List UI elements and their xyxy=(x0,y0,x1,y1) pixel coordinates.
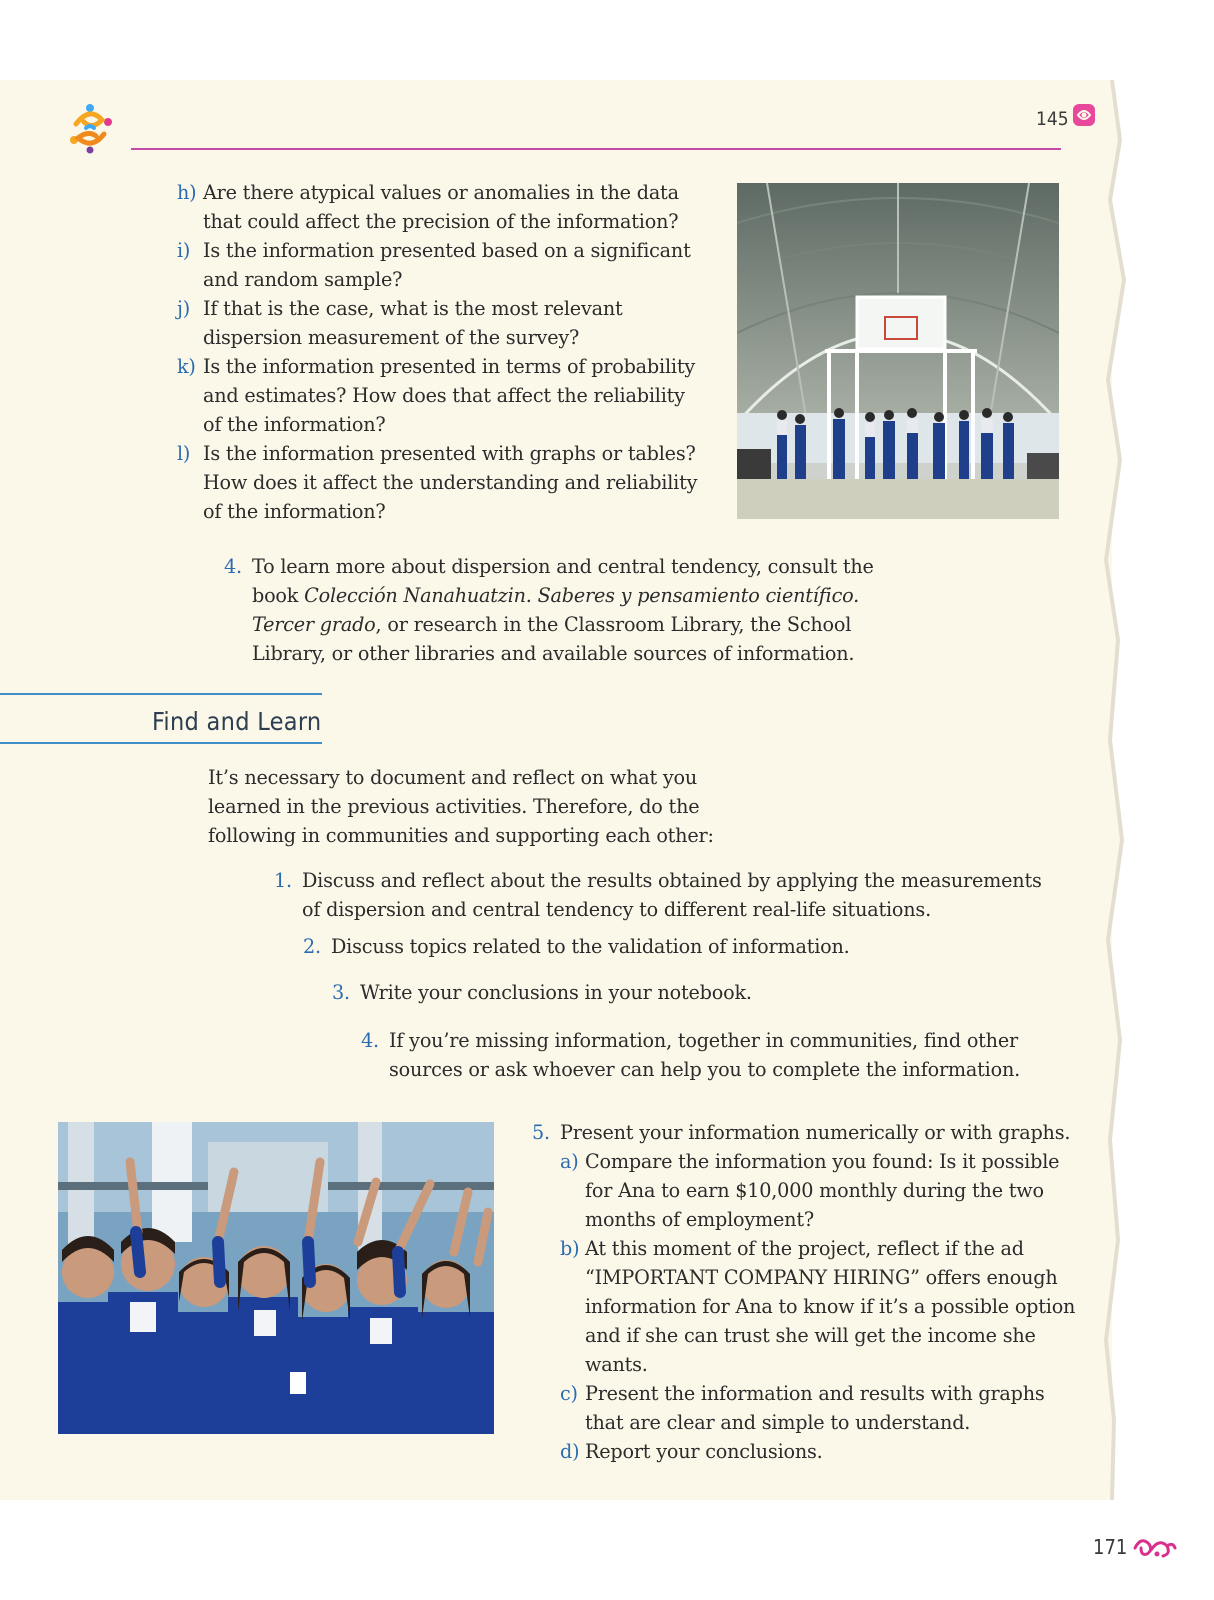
item-text: If you’re missing information, together in communities, find other sources or ask whoever can help you to complete the information. xyxy=(389,1029,1021,1081)
section-title: Find and Learn xyxy=(152,707,322,736)
item-marker: 4. xyxy=(361,1029,379,1052)
chapter-page-number: 145 xyxy=(1036,108,1069,130)
list-item xyxy=(177,178,707,236)
item-text: Write your conclusions in your notebook. xyxy=(360,981,752,1004)
item-marker: j) xyxy=(177,297,191,320)
item-marker: 3. xyxy=(332,981,350,1004)
item-marker: l) xyxy=(177,442,191,465)
item-marker: 2. xyxy=(303,935,321,958)
question-list xyxy=(177,178,707,526)
list-item xyxy=(560,1379,1080,1437)
item-text: Are there atypical values or anomalies in the data that could affect the precision of the information? xyxy=(203,181,679,233)
list-item xyxy=(177,439,707,526)
section-rule-top xyxy=(0,693,322,695)
decorative-glyph-icon xyxy=(1071,102,1097,128)
decorative-footer-glyph-icon xyxy=(1131,1534,1177,1560)
basketball-court-photo xyxy=(737,183,1059,519)
step4-text-before: To learn more about dispersion and central tendency, consult the book xyxy=(252,555,874,607)
list-item xyxy=(560,1147,1080,1234)
list-item xyxy=(177,352,707,439)
step-1 xyxy=(274,866,1042,924)
item-marker: 5. xyxy=(532,1121,550,1144)
item-marker: k) xyxy=(177,355,196,378)
item-marker: b) xyxy=(560,1237,580,1260)
step-4-consult xyxy=(224,552,902,668)
item-text: Is the information presented in terms of probability and estimates? How does that affect the reliability of the information? xyxy=(203,355,695,436)
community-logo-icon xyxy=(62,100,118,156)
book-title: Colección Nanahuatzin. Saberes y pensamiento científico. Tercer grado xyxy=(252,584,860,636)
students-raising-hands-photo xyxy=(58,1122,494,1434)
list-item xyxy=(177,294,707,352)
item-marker: i) xyxy=(177,239,191,262)
step-3 xyxy=(332,978,1060,1007)
item-text: At this moment of the project, reflect if the ad “IMPORTANT COMPANY HIRING” offers enough information for Ana to know if it’s a possible option and if she can trust she will get the income she wants. xyxy=(585,1237,1076,1376)
list-item xyxy=(560,1437,1080,1466)
item-text: Present your information numerically or with graphs. xyxy=(560,1121,1071,1144)
step-5 xyxy=(532,1118,1080,1466)
item-text: Is the information presented based on a significant and random sample? xyxy=(203,239,691,291)
item-text: Report your conclusions. xyxy=(585,1440,823,1463)
item-text: If that is the case, what is the most relevant dispersion measurement of the survey? xyxy=(203,297,623,349)
item-text: Present the information and results with graphs that are clear and simple to understand. xyxy=(585,1382,1045,1434)
step-4 xyxy=(361,1026,1049,1084)
item-marker: d) xyxy=(560,1440,580,1463)
item-marker: 4. xyxy=(224,555,242,578)
item-marker: 1. xyxy=(274,869,292,892)
item-text: Is the information presented with graphs or tables? How does it affect the understanding and reliability of the information? xyxy=(203,442,698,523)
list-item xyxy=(560,1234,1080,1379)
item-marker: h) xyxy=(177,181,197,204)
section-intro: It’s necessary to document and reflect on what you learned in the previous activities. Therefore, do the following in communities and supporting each other: xyxy=(208,766,714,847)
list-item xyxy=(177,236,707,294)
item-text: Discuss and reflect about the results obtained by applying the measurements of dispersion and central tendency to different real-life situations. xyxy=(302,869,1042,921)
item-marker: c) xyxy=(560,1382,578,1405)
page-number: 171 xyxy=(1093,1535,1128,1559)
step4-text-after: , or research in the Classroom Library, the School Library, or other libraries and available sources of information. xyxy=(252,613,855,665)
item-text: Discuss topics related to the validation of information. xyxy=(331,935,850,958)
step-2 xyxy=(303,932,1051,961)
item-text: Compare the information you found: Is it possible for Ana to earn $10,000 monthly during the two months of employment? xyxy=(585,1150,1060,1231)
header-rule xyxy=(131,148,1061,150)
section-rule-bottom xyxy=(0,742,322,744)
sub-item-list xyxy=(560,1147,1080,1466)
item-marker: a) xyxy=(560,1150,579,1173)
